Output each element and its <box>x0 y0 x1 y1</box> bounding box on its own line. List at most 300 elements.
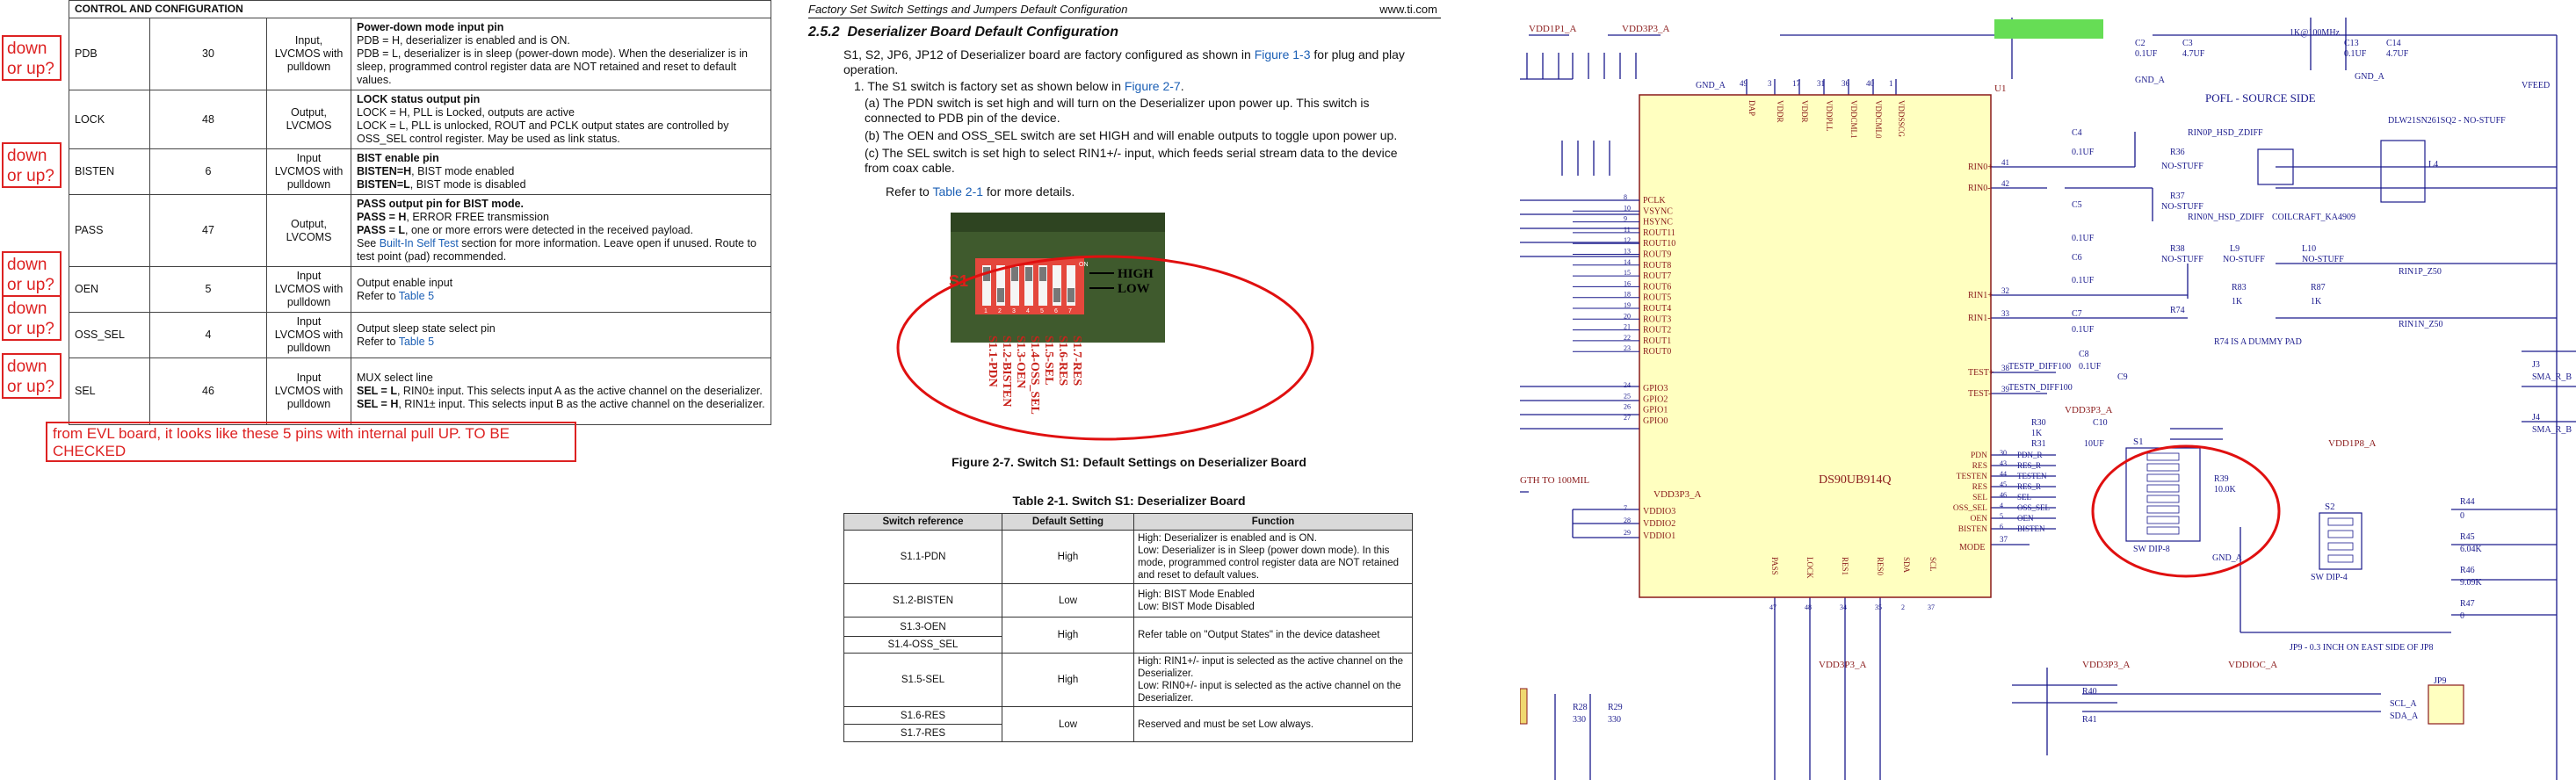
table-row <box>69 195 771 267</box>
res-value: 6.04K <box>2460 545 2482 554</box>
pin-number: 34 <box>1840 603 1847 611</box>
power-label: VDD3P3_A <box>1653 489 1702 500</box>
dip-switch-cell <box>2147 506 2179 513</box>
built-in-self-test-link[interactable]: Built-In Self Test <box>379 237 459 249</box>
res-ref: R41 <box>2082 715 2097 725</box>
cap-value: 0.1UF <box>2344 49 2367 59</box>
switch-type: SW DIP-4 <box>2311 573 2348 582</box>
gnd-label: GND_A <box>2355 72 2384 82</box>
gnd-label: GND_A <box>2212 553 2242 563</box>
connector-ref: J4 <box>2532 413 2540 422</box>
switch-number: 2 <box>998 308 1002 314</box>
pin-number: 26 <box>1624 402 1631 411</box>
desc-line: PDB = L, deserializer is in sleep (power-down mode). When the deserializer is in sleep, programmed control register data are NOT retained and reset to default values. <box>357 47 748 86</box>
switch-label: S1.2-BISTEN <box>1000 336 1013 408</box>
power-label: VDD1P8_A <box>2328 438 2377 449</box>
res-ref: R46 <box>2460 566 2475 575</box>
evl-board-note: from EVL board, it looks like these 5 pins with internal pull UP. TO BE CHECKED <box>46 422 576 462</box>
default-setting: High <box>1002 531 1134 584</box>
doc-header-url[interactable]: www.ti.com <box>1379 3 1437 16</box>
pin-name: RES <box>1972 462 1987 471</box>
net-label: OEN <box>2017 514 2034 523</box>
pin-number: 35 <box>1875 603 1882 611</box>
pin-type: Output, LVCOMS <box>267 195 351 267</box>
default-setting: Low <box>1002 584 1134 618</box>
section-title: Deserializer Board Default Configuration <box>847 25 1118 40</box>
res-ref: R83 <box>2232 283 2247 292</box>
doc-header-title: Factory Set Switch Settings and Jumpers Default Configuration <box>808 3 1128 16</box>
res-value: 1K <box>2031 429 2043 438</box>
res-ref: R37 <box>2170 191 2185 201</box>
pin-number: 30 <box>150 18 267 90</box>
function-line: Low: BIST Mode Disabled <box>1138 601 1255 612</box>
pin-name: GPIO0 <box>1643 415 1668 426</box>
table-caption: Table 2-1. Switch S1: Deserializer Board <box>1012 494 1246 508</box>
pin-type: Input LVCMOS with pulldown <box>267 267 351 313</box>
pin-number: 8 <box>1624 193 1627 201</box>
ferrite-value: 1K@100MHz <box>2290 28 2340 38</box>
section-number: 2.5.2 <box>808 25 840 40</box>
pin-number: 4 <box>2000 502 2003 509</box>
power-label: VDD3P3_A <box>1819 660 1867 670</box>
desc-line: LOCK = H, PLL is Locked, outputs are active <box>357 106 575 119</box>
on-label: ON <box>1079 262 1089 268</box>
pin-number: 4 <box>150 313 267 358</box>
pin-number: 42 <box>2001 179 2009 188</box>
desc-line: PDB = H, deserializer is enabled and is ON. <box>357 34 570 47</box>
dip-switch-cell <box>2147 527 2179 534</box>
dip-switch-cell <box>2147 495 2179 502</box>
pin-number: 29 <box>1624 529 1631 537</box>
pin-type: Output, LVCMOS <box>267 90 351 149</box>
length-note: GTH TO 100MIL <box>1520 475 1590 486</box>
desc-text: section for more information. Leave open if unused. Route to test point (pad) recommended. <box>357 237 756 263</box>
net-label: PDN_R <box>2017 451 2043 459</box>
table-header-row <box>844 514 1413 531</box>
table-row <box>69 313 771 358</box>
pin-name: ROUT6 <box>1643 282 1672 292</box>
pin-number: 25 <box>1624 392 1631 401</box>
function-line: High: RIN1+/- input is selected as the active channel on the Deserializer. <box>1138 656 1404 679</box>
switch-label: S1.1-PDN <box>986 336 999 387</box>
jp9-note: JP9 - 0.3 INCH ON EAST SIDE OF JP8 <box>2290 643 2434 653</box>
dip-switch-cell <box>2147 485 2179 492</box>
pin-name: LOCK <box>1805 557 1814 579</box>
vfeed-label: VFEED <box>2522 81 2551 90</box>
pin-name: VSYNC <box>1643 206 1673 217</box>
no-stuff: NO-STUFF <box>2161 162 2203 171</box>
pofl-title: POFL - SOURCE SIDE <box>2205 91 2316 105</box>
cap-value: 0.1UF <box>2072 325 2095 335</box>
res-ref: R36 <box>2170 148 2185 157</box>
led-symbol <box>1520 689 1527 724</box>
pin-number: 39 <box>2001 385 2009 394</box>
no-stuff: NO-STUFF <box>2161 255 2203 264</box>
res-ref: R29 <box>1608 703 1623 712</box>
desc-bold: PASS = L <box>357 224 405 236</box>
column-header: Default Setting <box>1002 514 1134 531</box>
function-line: Reserved and must be set Low always. <box>1138 719 1314 730</box>
pin-number: 31 <box>1817 79 1825 88</box>
pin-name: ROUT10 <box>1643 239 1676 249</box>
cap-ref: C8 <box>2079 350 2089 359</box>
switch-number: 5 <box>1040 308 1044 314</box>
deserializer-schematic <box>1520 0 2576 780</box>
pin-number: 6 <box>150 149 267 195</box>
dip-lever <box>997 288 1004 302</box>
pin-number: 21 <box>1624 322 1631 331</box>
list-text: . <box>1180 79 1184 93</box>
pin-name: SEL <box>69 358 150 425</box>
pin-name: ROUT1 <box>1643 336 1672 346</box>
switch-ref: S1.1-PDN <box>844 531 1002 584</box>
cap-ref: C4 <box>2072 128 2082 138</box>
desc-text: , BIST mode enabled <box>411 165 515 177</box>
res-ref: R47 <box>2460 599 2475 609</box>
green-highlight <box>1994 19 2103 39</box>
switch-label: S1.6-RES <box>1056 336 1069 386</box>
dip-switch-cell <box>2147 516 2179 524</box>
pin-number: 36 <box>1842 79 1849 88</box>
table-row <box>69 18 771 90</box>
desc-title: BIST enable pin <box>357 152 439 164</box>
dip-lever <box>1039 267 1046 281</box>
pin-name: LOCK <box>69 90 150 149</box>
desc-text: , RIN0± input. This selects input A as the active channel on the deserializer. <box>396 385 763 397</box>
switch-ref: S1.7-RES <box>844 725 1002 742</box>
pin-number: 9 <box>1624 214 1627 223</box>
desc-text: See <box>357 237 380 249</box>
sub-item-b: (b) The OEN and OSS_SEL switch are set HIGH and will enable outputs to toggle upon power up. <box>865 128 1398 142</box>
pin-number: 41 <box>2001 158 2009 167</box>
mode-pin-number: 37 <box>2000 535 2008 544</box>
cap-ref: C6 <box>2072 253 2082 263</box>
chip-ref: U1 <box>1994 83 2007 94</box>
res-value: 0 <box>2460 511 2464 521</box>
desc-text: Refer to <box>357 289 399 302</box>
pin-number: 5 <box>2000 512 2003 520</box>
function-line: Refer table on "Output States" in the device datasheet <box>1138 630 1380 640</box>
dip-switch-cell <box>2328 555 2353 562</box>
res-value: 9.09K <box>2460 578 2482 588</box>
net-name: RIN0N_HSD_ZDIFF <box>2188 213 2265 222</box>
pin-name: HSYNC <box>1643 217 1673 228</box>
pin-name: TEST- <box>1968 389 1992 399</box>
desc-text: , BIST mode is disabled <box>409 178 526 191</box>
net-name: RIN0P_HSD_ZDIFF <box>2188 128 2263 138</box>
pin-description <box>351 149 771 195</box>
pin-number: 7 <box>1624 504 1627 512</box>
pin-description <box>351 313 771 358</box>
refer-text: Refer to <box>886 184 933 199</box>
desc-line: LOCK = L, PLL is unlocked, ROUT and PCLK output states are controlled by OSS_SEL control register. May be used as link status. <box>357 119 729 145</box>
pin-name: RES1 <box>1841 557 1849 576</box>
switch-label: S1.4-OSS_SEL <box>1028 336 1041 415</box>
cap-ref: C5 <box>2072 200 2082 210</box>
dummy-note: R74 IS A DUMMY PAD <box>2214 337 2302 347</box>
pin-number: 24 <box>1624 381 1631 389</box>
pin-number: 13 <box>1624 247 1631 256</box>
table-row <box>844 618 1413 637</box>
pin-type: Input LVCMOS with pulldown <box>267 149 351 195</box>
switch-ref: S2 <box>2325 502 2335 512</box>
desc-bold: SEL = H <box>357 398 399 410</box>
switch-ref: S1.6-RES <box>844 707 1002 725</box>
net-label: RES_R <box>2017 461 2042 470</box>
pin-number: 10 <box>1624 204 1631 213</box>
pin-number: 22 <box>1624 333 1631 342</box>
res-value: 1K <box>2232 297 2243 307</box>
pin-number: 47 <box>150 195 267 267</box>
pin-name: OSS_SEL <box>1952 504 1987 513</box>
cap-value: 0.1UF <box>2072 148 2095 157</box>
function-line: Low: RIN0+/- input is selected as the active channel on the Deserializer. <box>1138 681 1401 704</box>
power-label: VDD3P3_A <box>2082 660 2131 670</box>
cap-value: 0.1UF <box>2079 362 2102 372</box>
pin-description <box>351 90 771 149</box>
pin-type: Input LVCMOS with pulldown <box>267 358 351 425</box>
annotation-down-or-up: down or up? <box>2 295 62 341</box>
dip-lever <box>1025 267 1032 281</box>
switch-number: 7 <box>1068 308 1072 314</box>
pin-name: ROUT11 <box>1643 228 1675 238</box>
switch-ref: S1.2-BISTEN <box>844 584 1002 618</box>
pin-name: ROUT7 <box>1643 271 1672 282</box>
pin-number: 3 <box>1768 79 1772 88</box>
pin-number: 43 <box>2000 459 2007 467</box>
net-name: RIN1N_Z50 <box>2399 320 2443 329</box>
function-line: High: Deserializer is enabled and is ON. <box>1138 533 1317 544</box>
list-text: 1. The S1 switch is factory set as shown below in <box>854 79 1125 93</box>
table-row <box>844 707 1413 725</box>
table-5-link[interactable]: Table 5 <box>398 289 435 302</box>
net-name: TESTP_DIFF100 <box>2008 362 2072 372</box>
low-label: LOW <box>1118 282 1150 296</box>
pin-name: RES0 <box>1876 557 1885 576</box>
refer-text: for more details. <box>983 184 1075 199</box>
pin-number: 33 <box>2001 309 2009 318</box>
s1-label: S1 <box>949 272 969 290</box>
switch-ref: S1.5-SEL <box>844 654 1002 707</box>
pin-name: PDB <box>69 18 150 90</box>
pin-name: VDDPLL <box>1825 100 1834 132</box>
cap-ref: C9 <box>2117 372 2128 382</box>
pin-name: SCL <box>1928 557 1937 572</box>
annotation-down-or-up: down or up? <box>2 251 62 297</box>
inductor-ref: L4 <box>2428 160 2439 170</box>
res-ref: R39 <box>2214 474 2229 484</box>
pin-type: Input LVCMOS with pulldown <box>267 313 351 358</box>
pin-name: ROUT8 <box>1643 260 1672 271</box>
cap-value: 0.1UF <box>2072 234 2095 243</box>
table-5-link[interactable]: Table 5 <box>398 335 435 348</box>
table-row <box>844 584 1413 618</box>
figure-1-3-link[interactable]: Figure 1-3 <box>1254 47 1311 61</box>
pin-name: RIN1- <box>1968 314 1991 323</box>
dip-lever <box>1011 267 1018 281</box>
no-stuff: NO-STUFF <box>2302 255 2344 264</box>
desc-text: , ERROR FREE transmission <box>406 211 549 223</box>
cap-value: 0.1UF <box>2135 49 2158 59</box>
res-ref: R74 <box>2170 306 2185 315</box>
cap-value: 4.7UF <box>2182 49 2205 59</box>
pin-number: 5 <box>150 267 267 313</box>
pin-number: 11 <box>1624 225 1631 234</box>
mode-pin-name: MODE <box>1959 543 1986 552</box>
desc-text: , one or more errors were detected in the received payload. <box>405 224 693 236</box>
table-2-1-link[interactable]: Table 2-1 <box>932 184 984 199</box>
pin-name: VDDIO2 <box>1643 519 1676 529</box>
switch-ref: S1 <box>2133 437 2144 447</box>
pin-number: 2 <box>1901 603 1905 611</box>
schematic-panel <box>1520 0 2576 780</box>
power-label: VDD3P3_A <box>1622 24 1670 34</box>
pin-description <box>351 195 771 267</box>
pin-name: OEN <box>69 267 150 313</box>
default-setting: High <box>1002 654 1134 707</box>
pin-name: BISTEN <box>69 149 150 195</box>
power-label: VDDIOC_A <box>2228 660 2278 670</box>
pin-name: OSS_SEL <box>69 313 150 358</box>
dip-switch-cell <box>2328 518 2353 525</box>
gnd-label: GND_A <box>2135 76 2165 85</box>
intro-text: S1, S2, JP6, JP12 of Deserializer board are factory configured as shown in <box>843 47 1255 61</box>
pin-number: 28 <box>1624 516 1631 524</box>
power-label: VDD3P3_A <box>2065 405 2113 415</box>
switch-s1-photo <box>887 207 1327 453</box>
pin-number: 46 <box>150 358 267 425</box>
dip-switch-cell <box>2147 453 2179 460</box>
connector-name: SMA_R_B <box>2532 425 2572 435</box>
choke-symbol <box>2381 141 2425 202</box>
res-value: 10.0K <box>2214 485 2236 495</box>
dlw-note: DLW21SN261SQ2 - NO-STUFF <box>2388 116 2506 126</box>
pin-name: PASS <box>69 195 150 267</box>
res-value: 1K <box>2311 297 2322 307</box>
pin-number: 15 <box>1624 269 1631 278</box>
table-row <box>844 654 1413 707</box>
net-name: TESTN_DIFF100 <box>2008 383 2073 393</box>
function-cell <box>1134 618 1413 654</box>
switch-number: 4 <box>1026 308 1030 314</box>
desc-text: , RIN1± input. This selects input B as the active channel on the deserializer. <box>398 398 765 410</box>
net-label: TESTEN <box>2017 472 2047 480</box>
switch-ref: S1.3-OEN <box>844 618 1002 637</box>
connector-ref: J3 <box>2532 360 2540 370</box>
net-label: OSS_SEL <box>2017 503 2051 512</box>
pin-number: 44 <box>2000 470 2007 478</box>
pin-name: RIN1+ <box>1968 291 1993 300</box>
pin-name: RIN0- <box>1968 184 1991 193</box>
desc-title: LOCK status output pin <box>357 93 481 105</box>
desc-bold: SEL = L <box>357 385 397 397</box>
switch-label: S1.7-RES <box>1070 336 1083 386</box>
pin-name: RES <box>1972 483 1987 492</box>
dip-switch-cell <box>2147 464 2179 471</box>
pin-name: ROUT2 <box>1643 325 1672 336</box>
function-cell <box>1134 654 1413 707</box>
pin-number: 40 <box>1866 79 1874 88</box>
power-label: VDD1P1_A <box>1529 24 1577 34</box>
pin-name: SEL <box>1972 494 1987 502</box>
res-value: 0 <box>2460 611 2464 621</box>
cap-ref: C13 <box>2344 39 2359 48</box>
annotation-down-or-up: down or up? <box>2 35 62 81</box>
dip-lever <box>1067 288 1075 302</box>
pin-number: 48 <box>1805 603 1812 611</box>
gnd-label: GND_A <box>1696 81 1726 90</box>
res-ref: R45 <box>2460 532 2475 542</box>
figure-2-7-link[interactable]: Figure 2-7 <box>1124 79 1181 93</box>
pin-table <box>69 0 771 425</box>
pin-name: ROUT0 <box>1643 347 1672 358</box>
pin-number: 27 <box>1624 413 1631 422</box>
pin-name: GPIO1 <box>1643 405 1668 415</box>
figure-caption: Figure 2-7. Switch S1: Default Settings on Deserializer Board <box>952 455 1306 469</box>
pin-number: 30 <box>2000 449 2007 457</box>
pin-number: 32 <box>2001 286 2009 295</box>
switch-label: S1.3-OEN <box>1014 336 1027 389</box>
user-guide-page <box>808 0 1450 780</box>
pin-number: 6 <box>2000 523 2003 531</box>
desc-title: Power-down mode input pin <box>357 21 504 33</box>
switch-label: S1.5-SEL <box>1042 336 1055 386</box>
chip-body-u1 <box>1639 95 1991 597</box>
desc-text: Refer to <box>357 335 399 348</box>
jumper-ref: JP9 <box>2434 676 2447 686</box>
pin-name: DAP <box>1747 100 1756 117</box>
pin-name: GPIO3 <box>1643 384 1668 394</box>
res-value: 330 <box>1608 715 1621 725</box>
switch-ref: S1.4-OSS_SEL <box>844 637 1002 654</box>
switch-type: SW DIP-8 <box>2133 545 2170 554</box>
pin-name: BISTEN <box>1957 525 1987 534</box>
cap-value: 0.1UF <box>2072 276 2095 285</box>
sub-item-a: (a) The PDN switch is set high and will turn on the Deserializer upon power up. This switch is connected to PDB pin of the device. <box>865 96 1370 125</box>
high-label: HIGH <box>1118 267 1154 281</box>
pin-name: PCLK <box>1643 196 1666 206</box>
cap-value: 10UF <box>2084 439 2104 449</box>
pin-name: PDN <box>1970 451 1987 460</box>
pin-name: ROUT4 <box>1643 304 1672 314</box>
table-row <box>844 531 1413 584</box>
pin-name: VDDCML0 <box>1874 100 1883 139</box>
table-row <box>69 267 771 313</box>
pin-number: 1 <box>1889 79 1893 88</box>
inductor-ref: L10 <box>2302 244 2317 254</box>
pin-name: VDDCML1 <box>1849 100 1858 139</box>
connector-name: SMA_R_B <box>2532 372 2572 382</box>
res-ref: R40 <box>2082 687 2097 697</box>
jp9-header <box>2428 685 2464 724</box>
pin-name: VDDR <box>1776 100 1784 123</box>
dip-lever <box>1053 288 1060 302</box>
desc-bold: PASS = H <box>357 211 407 223</box>
pin-table-header: CONTROL AND CONFIGURATION <box>69 1 771 18</box>
sub-item-c: (c) The SEL switch is set high to select RIN1+/- input, which feeds serial stream data to the device from coax cable. <box>865 146 1398 175</box>
section-heading <box>808 25 1118 40</box>
cap-ref: C14 <box>2386 39 2401 48</box>
res-ref: R28 <box>1573 703 1588 712</box>
net-label: RES_R <box>2017 482 2042 491</box>
intro-paragraph <box>843 47 1415 77</box>
pin-number: 16 <box>1624 279 1631 288</box>
desc-bold: BISTEN=L <box>357 178 410 191</box>
desc-title: MUX select line <box>357 372 433 384</box>
annotation-down-or-up: down or up? <box>2 142 62 188</box>
dip-switch-cell <box>2147 474 2179 481</box>
pin-number: 12 <box>1624 236 1631 245</box>
